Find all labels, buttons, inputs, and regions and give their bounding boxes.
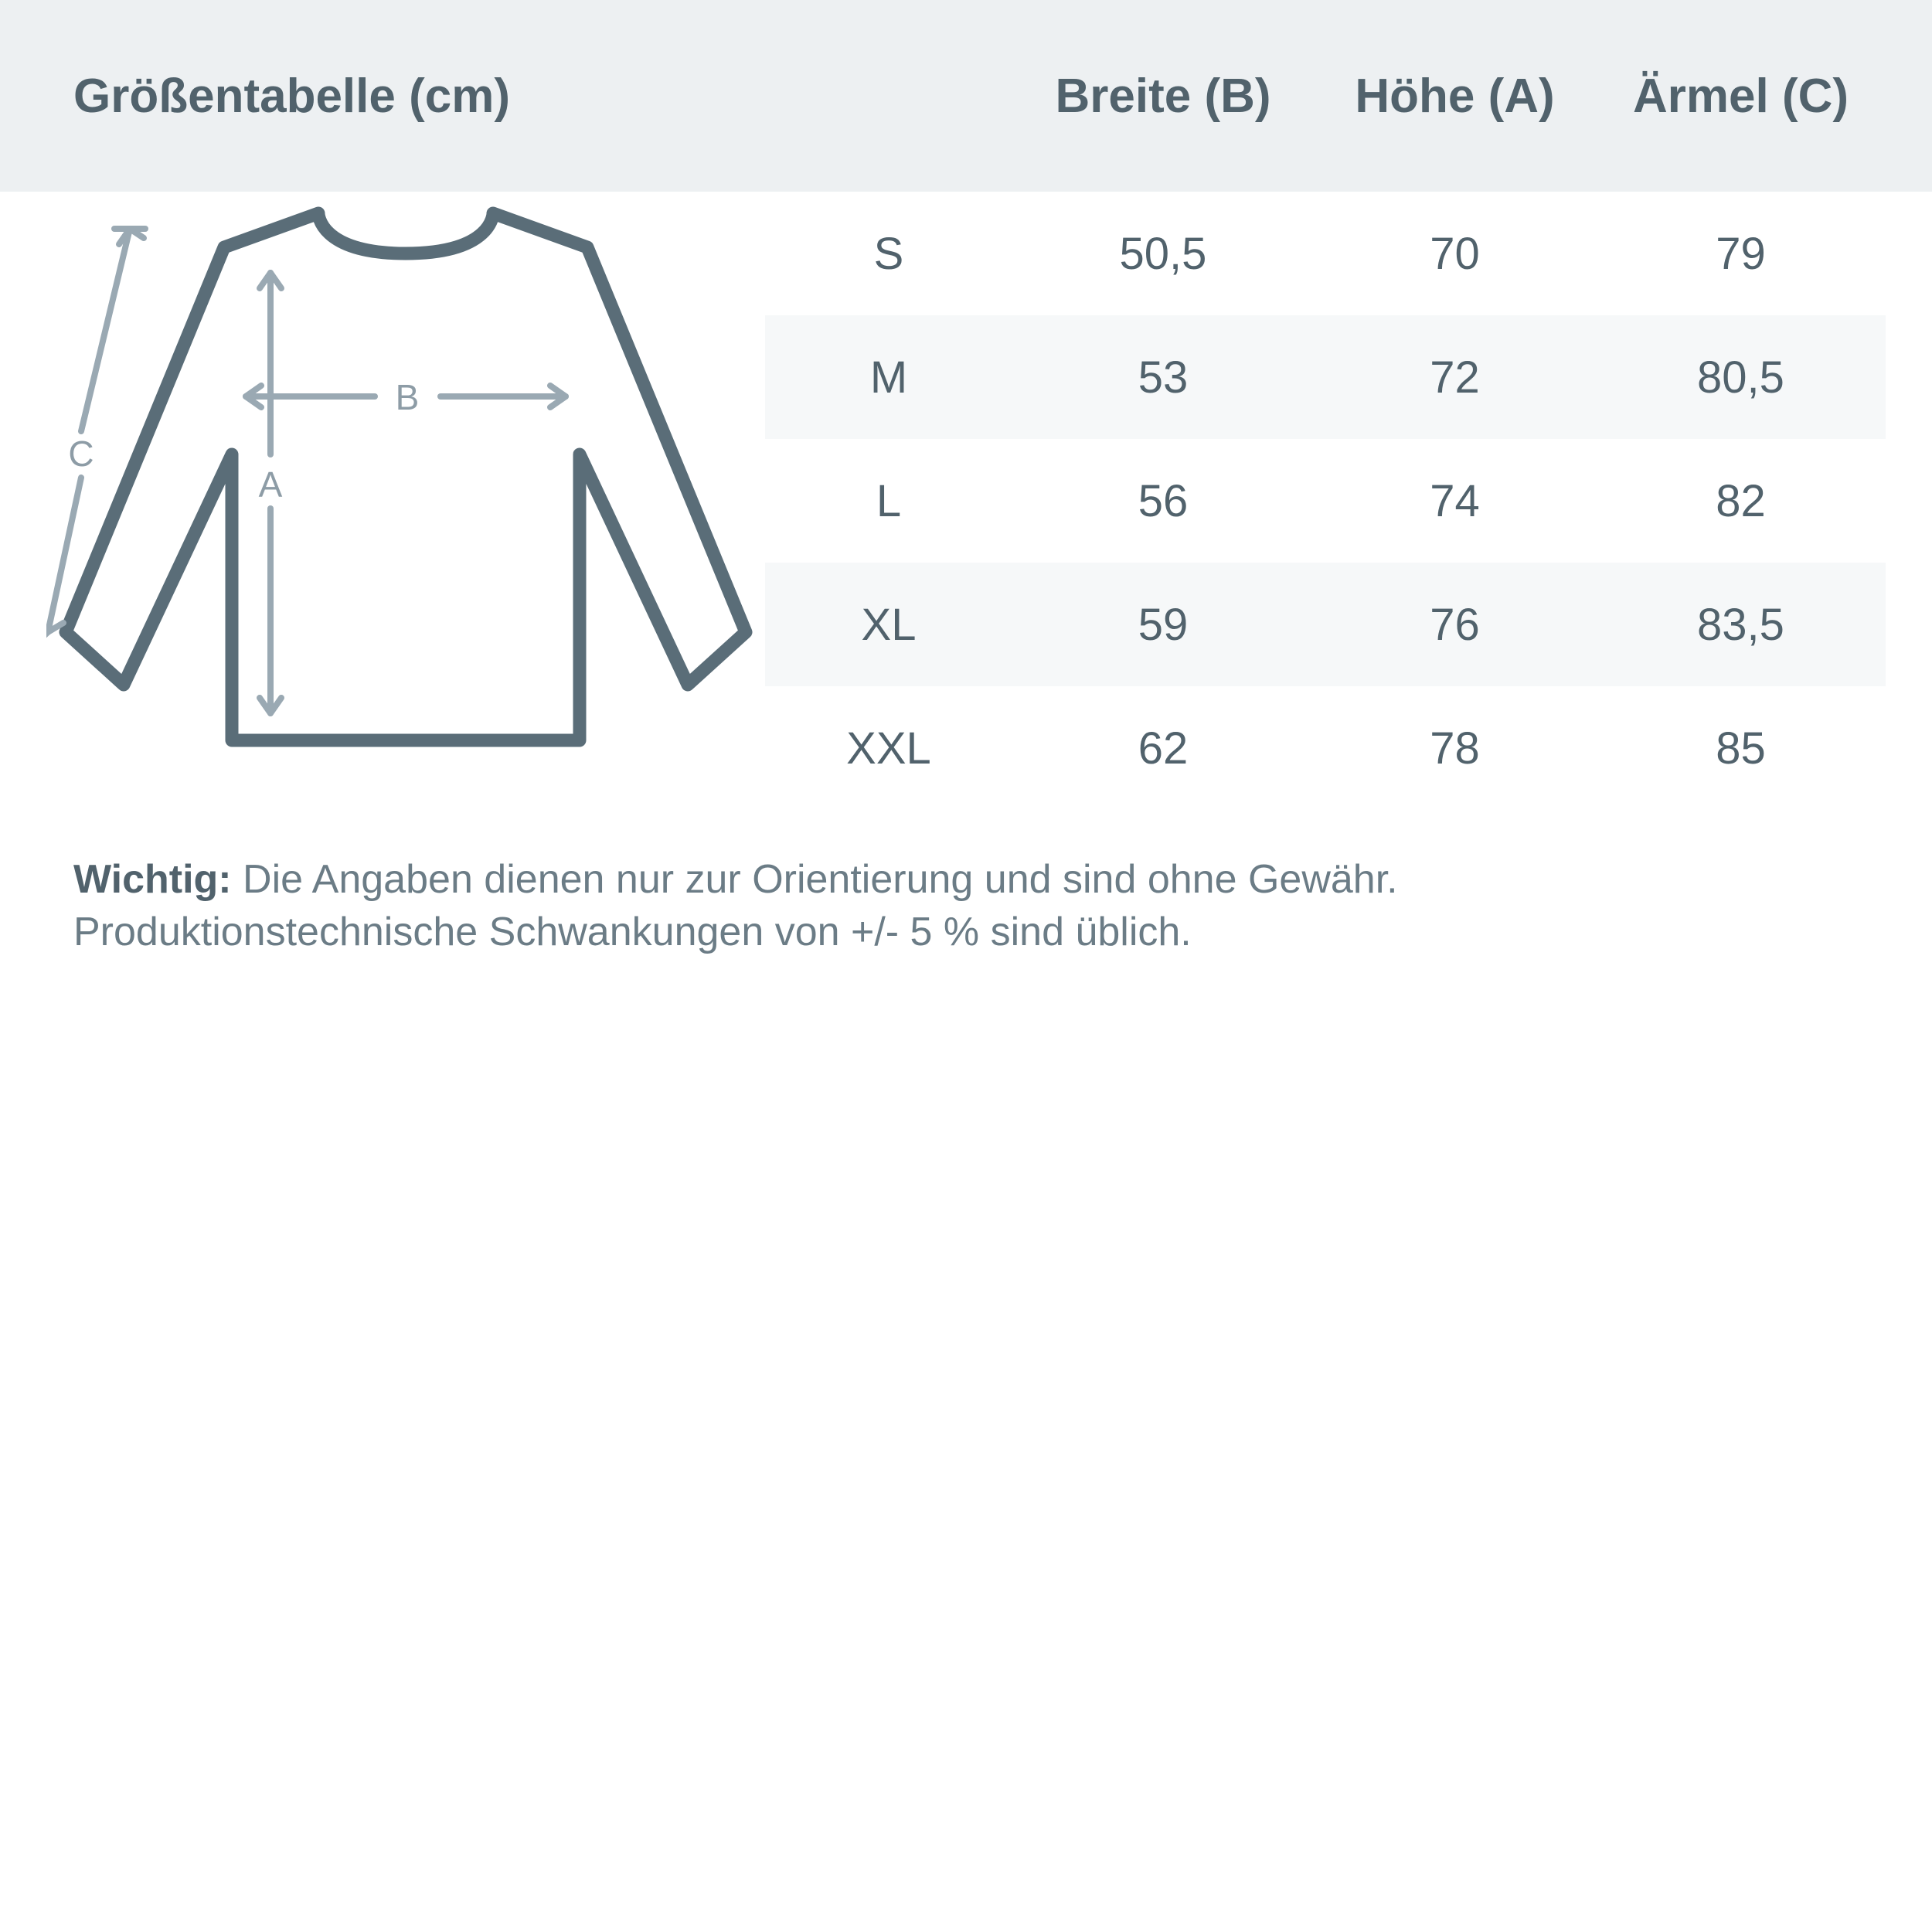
dimension-label-c: C — [68, 434, 94, 474]
cell-size: S — [873, 228, 904, 279]
cell-width: 53 — [1012, 315, 1314, 439]
cell-size: XXL — [846, 723, 931, 774]
cell-height: 76 — [1314, 563, 1596, 686]
table-row — [765, 439, 1886, 563]
disclaimer-line-1 — [73, 854, 1882, 906]
column-header-width: Breite (B) — [1055, 69, 1271, 123]
shirt-diagram-icon — [46, 199, 765, 818]
column-header-sleeve: Ärmel (C) — [1632, 69, 1849, 123]
cell-height: 74 — [1430, 475, 1480, 526]
page-title: Größentabelle (cm) — [73, 69, 510, 123]
column-headers — [1012, 69, 1932, 124]
size-chart-body — [0, 192, 1932, 841]
disclaimer-line-2: Produktionstechnische Schwankungen von +/- 5 % sind üblich. — [73, 909, 1192, 954]
cell-width: 62 — [1138, 723, 1189, 774]
table-row — [765, 563, 1886, 686]
disclaimer-text-1: Die Angaben dienen nur zur Orientierung und sind ohne Gewähr. — [231, 857, 1398, 902]
table-row — [765, 192, 1886, 315]
cell-sleeve: 83,5 — [1596, 563, 1886, 686]
table-row — [765, 315, 1886, 439]
cell-width: 56 — [1138, 475, 1189, 526]
disclaimer-lead: Wichtig: — [73, 857, 232, 902]
size-chart-header — [0, 0, 1932, 192]
cell-sleeve: 85 — [1716, 723, 1766, 774]
dimension-label-a: A — [258, 464, 283, 505]
dimension-label-b: B — [395, 377, 420, 417]
table-row — [765, 686, 1886, 810]
disclaimer-note — [73, 854, 1882, 958]
cell-width: 50,5 — [1119, 228, 1207, 279]
cell-size: L — [876, 475, 902, 526]
cell-sleeve: 82 — [1716, 475, 1766, 526]
size-table — [765, 192, 1886, 810]
cell-height: 72 — [1314, 315, 1596, 439]
cell-height: 70 — [1430, 228, 1480, 279]
cell-size: M — [765, 315, 1012, 439]
column-header-height: Höhe (A) — [1355, 69, 1555, 123]
cell-sleeve: 79 — [1716, 228, 1766, 279]
cell-sleeve: 80,5 — [1596, 315, 1886, 439]
cell-height: 78 — [1430, 723, 1480, 774]
cell-size: XL — [765, 563, 1012, 686]
size-table-wrapper — [765, 192, 1886, 810]
cell-width: 59 — [1012, 563, 1314, 686]
